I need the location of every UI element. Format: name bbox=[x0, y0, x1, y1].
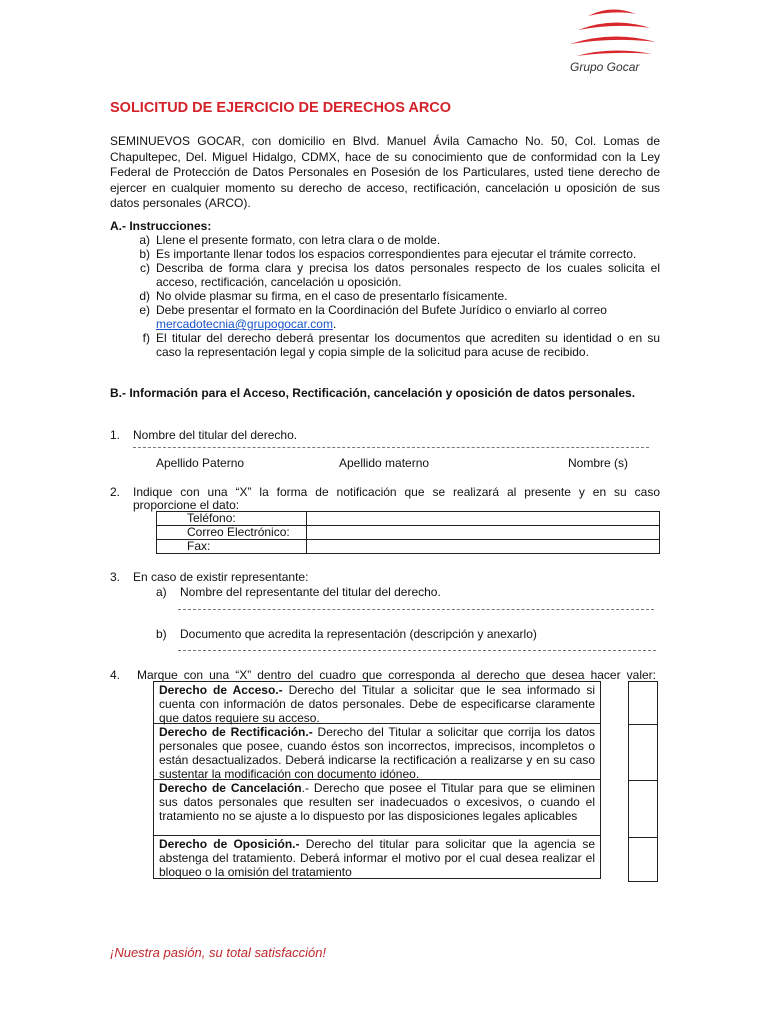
table-row bbox=[154, 780, 600, 836]
list-item bbox=[110, 289, 660, 303]
table-row bbox=[154, 682, 600, 724]
field-label: Apellido materno bbox=[339, 456, 430, 470]
list-item bbox=[110, 303, 660, 331]
cancellation-checkbox[interactable] bbox=[628, 780, 658, 838]
field-label: Apellido Paterno bbox=[156, 456, 245, 470]
list-text: Llene el presente formato, con letra clara o de molde. bbox=[156, 233, 441, 247]
question-number: 1. bbox=[110, 428, 121, 442]
question-text-cont: proporcione el dato: bbox=[133, 498, 240, 512]
question-number: 2. bbox=[110, 485, 121, 499]
fax-field[interactable] bbox=[307, 540, 660, 554]
rectification-checkbox[interactable] bbox=[628, 724, 658, 781]
opposition-checkbox[interactable] bbox=[628, 837, 658, 882]
right-description: Derecho del Titular a solicitar que corrija los datos personales que posee, cuando éstos son incorrectos, imprecisos, incompletos o están desactualizados. Deberá indicarse la rectificación a realizarse y en su caso sustentar la modificación con documento idóneo. bbox=[159, 725, 595, 781]
list-text-part: Debe presentar el formato en la Coordinación del Bufete Jurídico o enviarlo al correo bbox=[156, 303, 607, 317]
list-marker: e) bbox=[139, 303, 150, 317]
page-title: SOLICITUD DE EJERCICIO DE DERECHOS ARCO bbox=[110, 100, 452, 116]
list-marker: c) bbox=[140, 261, 150, 275]
list-item bbox=[110, 233, 660, 247]
right-description: Derecho del Titular a solicitar que le sea informado si cuenta con información de datos personales. Debe de especificarse claramente que datos requiere su acceso. bbox=[159, 683, 595, 725]
right-description: .- Derecho que posee el Titular para que se eliminen sus datos personales que resulten ser inadecuados o excesivos, o cuando el tratamiento no se ajuste a lo dispuesto por las disposiciones legales aplicables bbox=[159, 781, 595, 823]
list-text: El titular del derecho deberá presentar los documentos que acrediten su identidad o en su caso la representación legal y copia simple de la solicitud para acuse de recibido. bbox=[156, 331, 660, 359]
question-number: 3. bbox=[110, 570, 121, 584]
sub-text: Documento que acredita la representación (descripción y anexarlo) bbox=[180, 627, 537, 641]
table-label: Teléfono: bbox=[157, 512, 307, 526]
right-title: Derecho de Acceso.- bbox=[159, 683, 283, 697]
sub-marker: b) bbox=[156, 627, 167, 641]
table-row bbox=[157, 512, 660, 526]
question-text: Indique con una “X” la forma de notificación que se realizará al presente y en su caso bbox=[133, 485, 660, 499]
list-item bbox=[110, 247, 660, 261]
representative-name-field[interactable] bbox=[178, 609, 654, 610]
instructions-list bbox=[110, 233, 660, 359]
table-row bbox=[154, 836, 600, 878]
brand-name: Grupo Gocar bbox=[570, 60, 640, 74]
question-text: Nombre del titular del derecho. bbox=[133, 428, 298, 442]
section-a-heading: A.- Instrucciones: bbox=[110, 219, 212, 233]
question-text: En caso de existir representante: bbox=[133, 570, 309, 584]
question-number: 4. bbox=[110, 668, 121, 682]
logo-mark-icon bbox=[566, 6, 656, 58]
list-text bbox=[156, 303, 660, 331]
list-marker: a) bbox=[139, 233, 150, 247]
table-label: Correo Electrónico: bbox=[157, 526, 307, 540]
sub-text: Nombre del representante del titular del derecho. bbox=[180, 585, 441, 599]
email-field[interactable] bbox=[307, 526, 660, 540]
list-item bbox=[110, 331, 660, 359]
field-label: Nombre (s) bbox=[568, 456, 629, 470]
section-b-heading: B.- Información para el Acceso, Rectificación, cancelación y oposición de datos personales. bbox=[110, 386, 636, 400]
right-title: Derecho de Rectificación.- bbox=[159, 725, 313, 739]
list-marker: d) bbox=[139, 289, 150, 303]
list-marker: f) bbox=[142, 331, 150, 345]
intro-paragraph: SEMINUEVOS GOCAR, con domicilio en Blvd. Manuel Ávila Camacho No. 50, Col. Lomas de Chapultepec, Del. Miguel Hidalgo, CDMX, hace de su conocimiento que de conformidad con la Ley Federal de Protección de Datos Personales en Posesión de los Particulares, usted tiene derecho de ejercer en cualquier momento su derecho de acceso, rectificación, cancelación u oposición de sus datos personales (ARCO). bbox=[110, 134, 660, 210]
table-row bbox=[154, 724, 600, 780]
list-text: No olvide plasmar su firma, en el caso de presentarlo físicamente. bbox=[156, 289, 508, 303]
list-text: Describa de forma clara y precisa los datos personales respecto de los cuales solicita el acceso, rectificación, cancelación u oposición. bbox=[156, 261, 660, 289]
access-checkbox[interactable] bbox=[628, 681, 658, 725]
representation-document-field[interactable] bbox=[178, 650, 656, 651]
question-text: Marque con una “X” dentro del cuadro que corresponda al derecho que desea hacer valer: bbox=[137, 668, 656, 682]
company-logo bbox=[560, 6, 660, 72]
footer-slogan: ¡Nuestra pasión, su total satisfacción! bbox=[110, 945, 327, 960]
rights-table bbox=[153, 681, 601, 879]
list-marker: b) bbox=[139, 247, 150, 261]
list-text-part: . bbox=[332, 317, 337, 331]
right-title: Derecho de Oposición.- bbox=[159, 837, 300, 851]
table-row bbox=[157, 540, 660, 554]
right-description: Derecho del titular para solicitar que la agencia se abstenga del tratamiento. Deberá informar el motivo por el cual desea realizar el bloqueo o la omisión del tratamiento bbox=[159, 837, 595, 879]
phone-field[interactable] bbox=[307, 512, 660, 526]
right-title: Derecho de Cancelación bbox=[159, 781, 302, 795]
list-text: Es importante llenar todos los espacios correspondientes para ejecutar el trámite correcto. bbox=[156, 247, 637, 261]
list-item bbox=[110, 261, 660, 289]
table-row bbox=[157, 526, 660, 540]
table-label: Fax: bbox=[157, 540, 307, 554]
name-field[interactable] bbox=[133, 447, 649, 448]
notification-table bbox=[156, 511, 660, 554]
sub-marker: a) bbox=[156, 585, 167, 599]
email-link[interactable]: mercadotecnia@grupogocar.com bbox=[156, 317, 333, 331]
